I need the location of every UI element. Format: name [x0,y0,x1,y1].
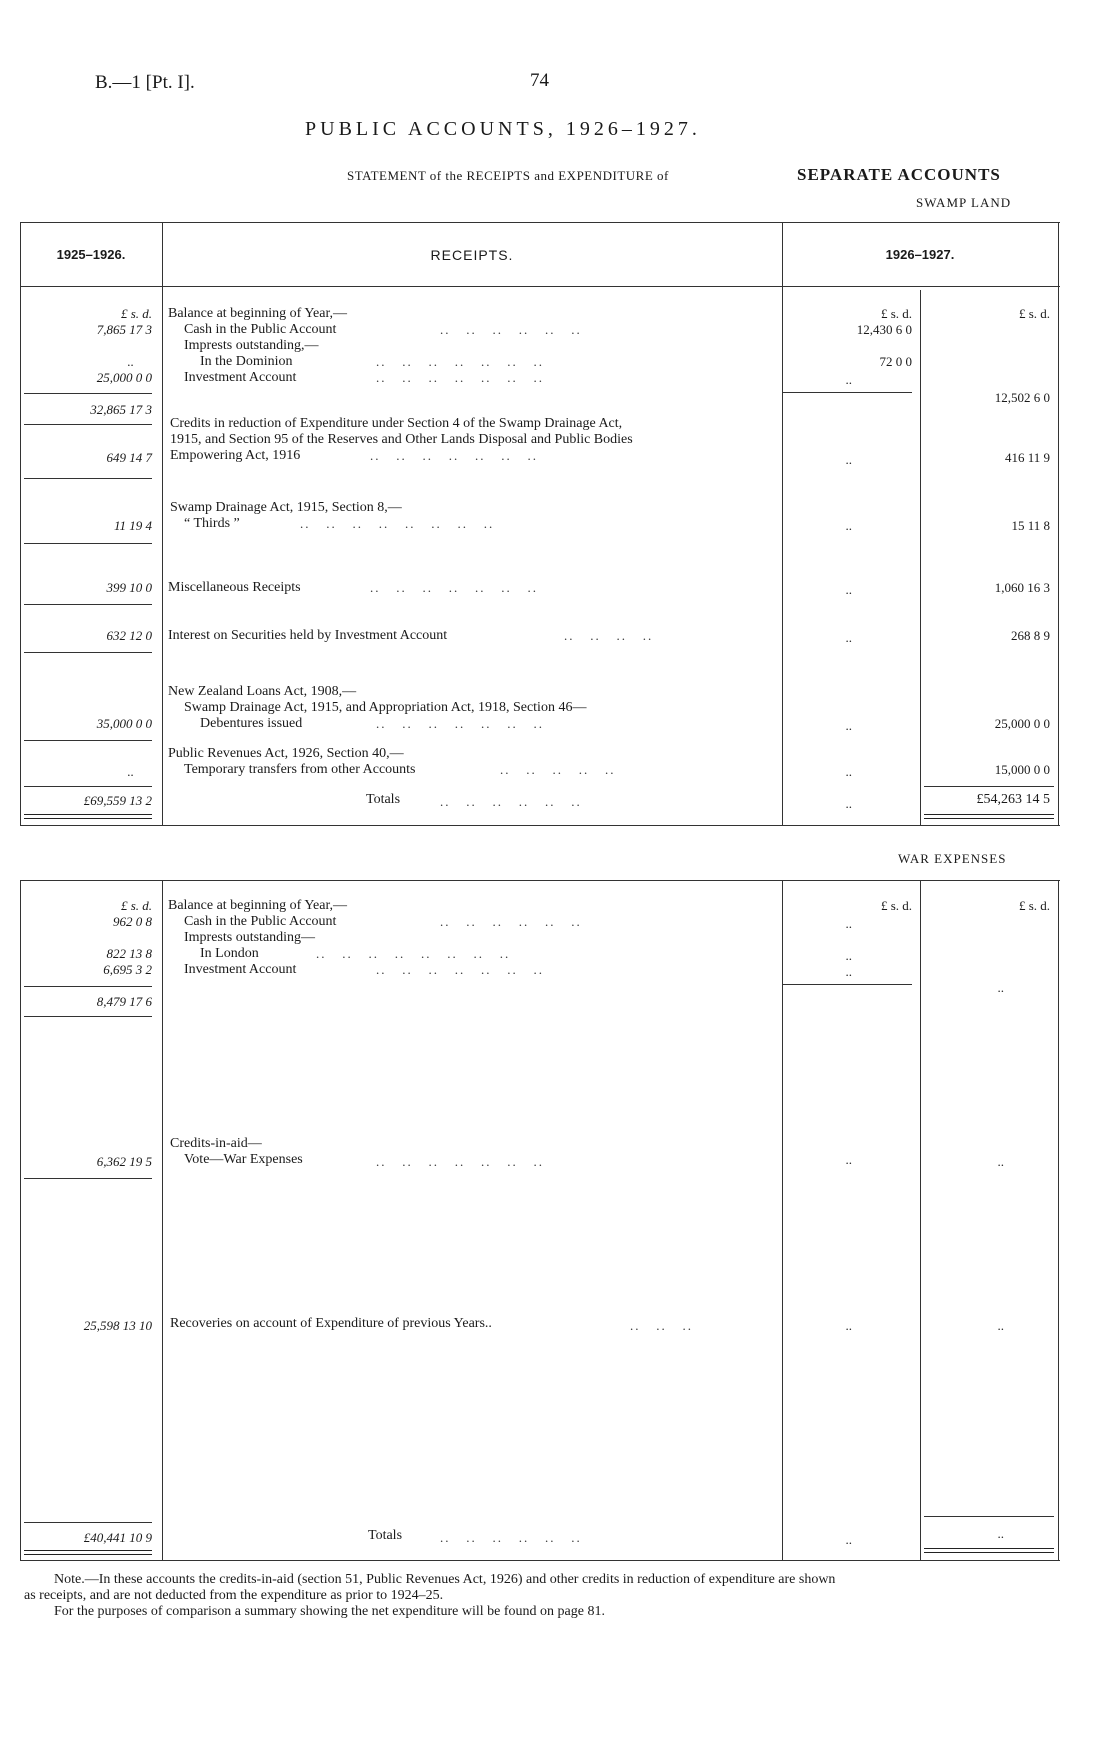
leader-dots: .. .. .. .. [564,628,654,643]
table-rule [20,825,1060,826]
row-label: Imprests outstanding,— [184,338,319,353]
leader-dots: .. .. .. .. .. .. .. [370,580,538,595]
subtotal-rule [24,393,152,394]
totals-curr: .. [997,1526,1004,1541]
row-rule [24,424,152,425]
leader-dots: .. .. .. .. .. .. .. .. [300,516,495,531]
row-label: Balance at beginning of Year,— [168,306,348,321]
sub-amount: .. [845,518,852,533]
unit-header-total: £ s. d. [1018,306,1050,321]
row-label: Swamp Drainage Act, 1915, Section 8,— [170,500,402,515]
row-label: Temporary transfers from other Accounts [184,762,416,777]
double-rule [24,814,152,819]
row-rule [24,604,152,605]
unit-header-sub: £ s. d. [880,306,912,321]
totals-label: Totals [366,792,401,807]
sub-amount: .. [845,1318,852,1333]
total-amount: 1,060 16 3 [994,580,1050,595]
prev-amount: 962 0 8 [113,914,152,929]
leader-dots: .. .. .. .. .. .. .. [376,716,544,731]
row-label: Investment Account [184,962,297,977]
row-rule [24,786,152,787]
footnote-line: as receipts, and are not deducted from the expenditure as prior to 1924–25. [24,1588,444,1603]
prev-amount: 632 12 0 [106,628,152,643]
prev-amount: .. [127,354,134,369]
table-rule [20,880,1060,881]
row-rule [24,1522,152,1523]
row-label: Investment Account [184,370,297,385]
totals-prev: £69,559 13 2 [83,793,152,808]
column-divider [162,222,163,825]
prev-amount: 25,598 13 10 [83,1318,152,1333]
total-amount: .. [997,1154,1004,1169]
sub-amount: .. [845,718,852,733]
row-rule [24,543,152,544]
total-amount: 15,000 0 0 [994,762,1050,777]
row-label: In the Dominion [200,354,293,369]
column-divider [162,880,163,1560]
double-rule [924,814,1054,819]
row-label: Recoveries on account of Expenditure of previous Years.. [170,1316,492,1331]
row-label: Cash in the Public Account [184,914,337,929]
leader-dots: .. .. .. .. .. .. [440,914,582,929]
prev-amount: 11 19 4 [113,518,152,533]
double-rule [24,1550,152,1555]
leader-dots: .. .. .. .. .. .. .. [376,370,544,385]
prev-amount: 822 13 8 [106,946,152,961]
leader-dots: .. .. .. .. .. .. [440,322,582,337]
row-rule [924,1516,1054,1517]
sub-amount: .. [845,630,852,645]
prev-amount: 35,000 0 0 [96,716,152,731]
row-label: Debentures issued [200,716,303,731]
subtotal-rule [782,984,912,985]
prev-amount: 6,695 3 2 [103,962,152,977]
prev-amount: 649 14 7 [106,450,152,465]
row-label: Balance at beginning of Year,— [168,898,348,913]
sub-amount: .. [845,372,852,387]
table-rule [20,222,1060,223]
total-amount: 12,502 6 0 [994,390,1050,405]
leader-dots: .. .. .. .. .. .. .. [376,962,544,977]
leader-dots: .. .. .. .. .. .. .. [370,448,538,463]
unit-header-sub: £ s. d. [880,898,912,913]
row-label: “ Thirds ” [184,516,240,531]
table-border [20,222,21,825]
column-header-1925-1926: 1925–1926. [56,247,126,262]
leader-dots: .. .. .. .. .. .. .. [376,1154,544,1169]
sub-amount: .. [845,452,852,467]
prev-amount: 7,865 17 3 [96,322,152,337]
row-label: Cash in the Public Account [184,322,337,337]
row-label: In London [200,946,259,961]
column-divider [920,880,921,1560]
row-rule [24,1016,152,1017]
totals-sub: .. [845,1532,852,1547]
unit-header-prev: £ s. d. [120,898,152,913]
unit-header-total: £ s. d. [1018,898,1050,913]
totals-label: Totals [368,1528,403,1543]
row-rule [24,478,152,479]
row-rule [24,740,152,741]
row-label: Vote—War Expenses [184,1152,303,1167]
row-label: Imprests outstanding— [184,930,316,945]
prev-amount: .. [127,764,134,779]
column-header-receipts: RECEIPTS. [430,247,514,263]
totals-prev: £40,441 10 9 [83,1530,152,1545]
footnote-line: Note.—In these accounts the credits-in-aid (section 51, Public Revenues Act, 1926) and other credits in reduction of expenditure are shown [54,1572,836,1587]
page-title: PUBLIC ACCOUNTS, 1926–1927. [305,118,701,140]
sub-amount: .. [845,964,852,979]
prev-amount: 6,362 19 5 [96,1154,152,1169]
row-rule [924,786,1054,787]
prev-amount-subtotal: 32,865 17 3 [90,402,152,417]
total-amount: 25,000 0 0 [994,716,1050,731]
row-label: Swamp Drainage Act, 1915, and Appropriation Act, 1918, Section 46— [184,700,587,715]
row-label: Interest on Securities held by Investment Account [168,628,448,643]
total-amount: 268 8 9 [1011,628,1050,643]
section-title-war-expenses: WAR EXPENSES [898,851,1007,866]
row-label: Empowering Act, 1916 [170,448,301,463]
table-border [20,880,21,1560]
row-rule [24,652,152,653]
document-reference: B.—1 [Pt. I]. [95,72,195,93]
total-amount: .. [997,980,1004,995]
leader-dots: .. .. .. .. .. .. .. [376,354,544,369]
statement-heading: STATEMENT of the RECEIPTS and EXPENDITURE of [347,168,669,183]
double-rule [924,1548,1054,1553]
subtotal-rule [782,392,912,393]
prev-amount: 25,000 0 0 [96,370,152,385]
totals-sub: .. [845,796,852,811]
row-label: Miscellaneous Receipts [168,580,301,595]
sub-amount: .. [845,582,852,597]
sub-amount: .. [845,948,852,963]
total-amount: .. [997,1318,1004,1333]
subtotal-rule [24,986,152,987]
column-divider [782,880,783,1560]
prev-amount: 399 10 0 [106,580,152,595]
column-header-1926-1927: 1926–1927. [885,247,955,262]
table-border [1058,222,1059,825]
row-label: Credits-in-aid— [170,1136,262,1151]
table-border [1058,880,1059,1560]
row-label: New Zealand Loans Act, 1908,— [168,684,357,699]
sub-amount: 72 0 0 [879,354,912,369]
total-amount: 15 11 8 [1011,518,1050,533]
leader-dots: .. .. .. .. .. [500,762,616,777]
section-title-swamp-land: SWAMP LAND [916,195,1012,210]
sub-amount: .. [845,1152,852,1167]
totals-curr: £54,263 14 5 [976,792,1050,807]
table-rule [20,1560,1060,1561]
row-label: 1915, and Section 95 of the Reserves and Other Lands Disposal and Public Bodies [170,432,633,447]
row-rule [24,1178,152,1179]
row-label: Public Revenues Act, 1926, Section 40,— [168,746,404,761]
leader-dots: .. .. .. .. .. .. [440,1530,582,1545]
leader-dots: .. .. .. .. .. .. [440,794,582,809]
sub-amount: .. [845,764,852,779]
unit-header-prev: £ s. d. [120,306,152,321]
statement-heading-bold: SEPARATE ACCOUNTS [797,165,1001,184]
column-divider [920,290,921,825]
footnote-line: For the purposes of comparison a summary showing the net expenditure will be found on page 81. [54,1604,605,1619]
total-amount: 416 11 9 [1004,450,1050,465]
row-label: Credits in reduction of Expenditure under Section 4 of the Swamp Drainage Act, [170,416,623,431]
leader-dots: .. .. .. [630,1318,693,1333]
leader-dots: .. .. .. .. .. .. .. .. [316,946,511,961]
prev-amount-subtotal: 8,479 17 6 [96,994,152,1009]
sub-amount: .. [845,916,852,931]
table-rule [20,286,1060,287]
column-divider [782,222,783,825]
page-number: 74 [530,70,549,91]
sub-amount: 12,430 6 0 [856,322,912,337]
